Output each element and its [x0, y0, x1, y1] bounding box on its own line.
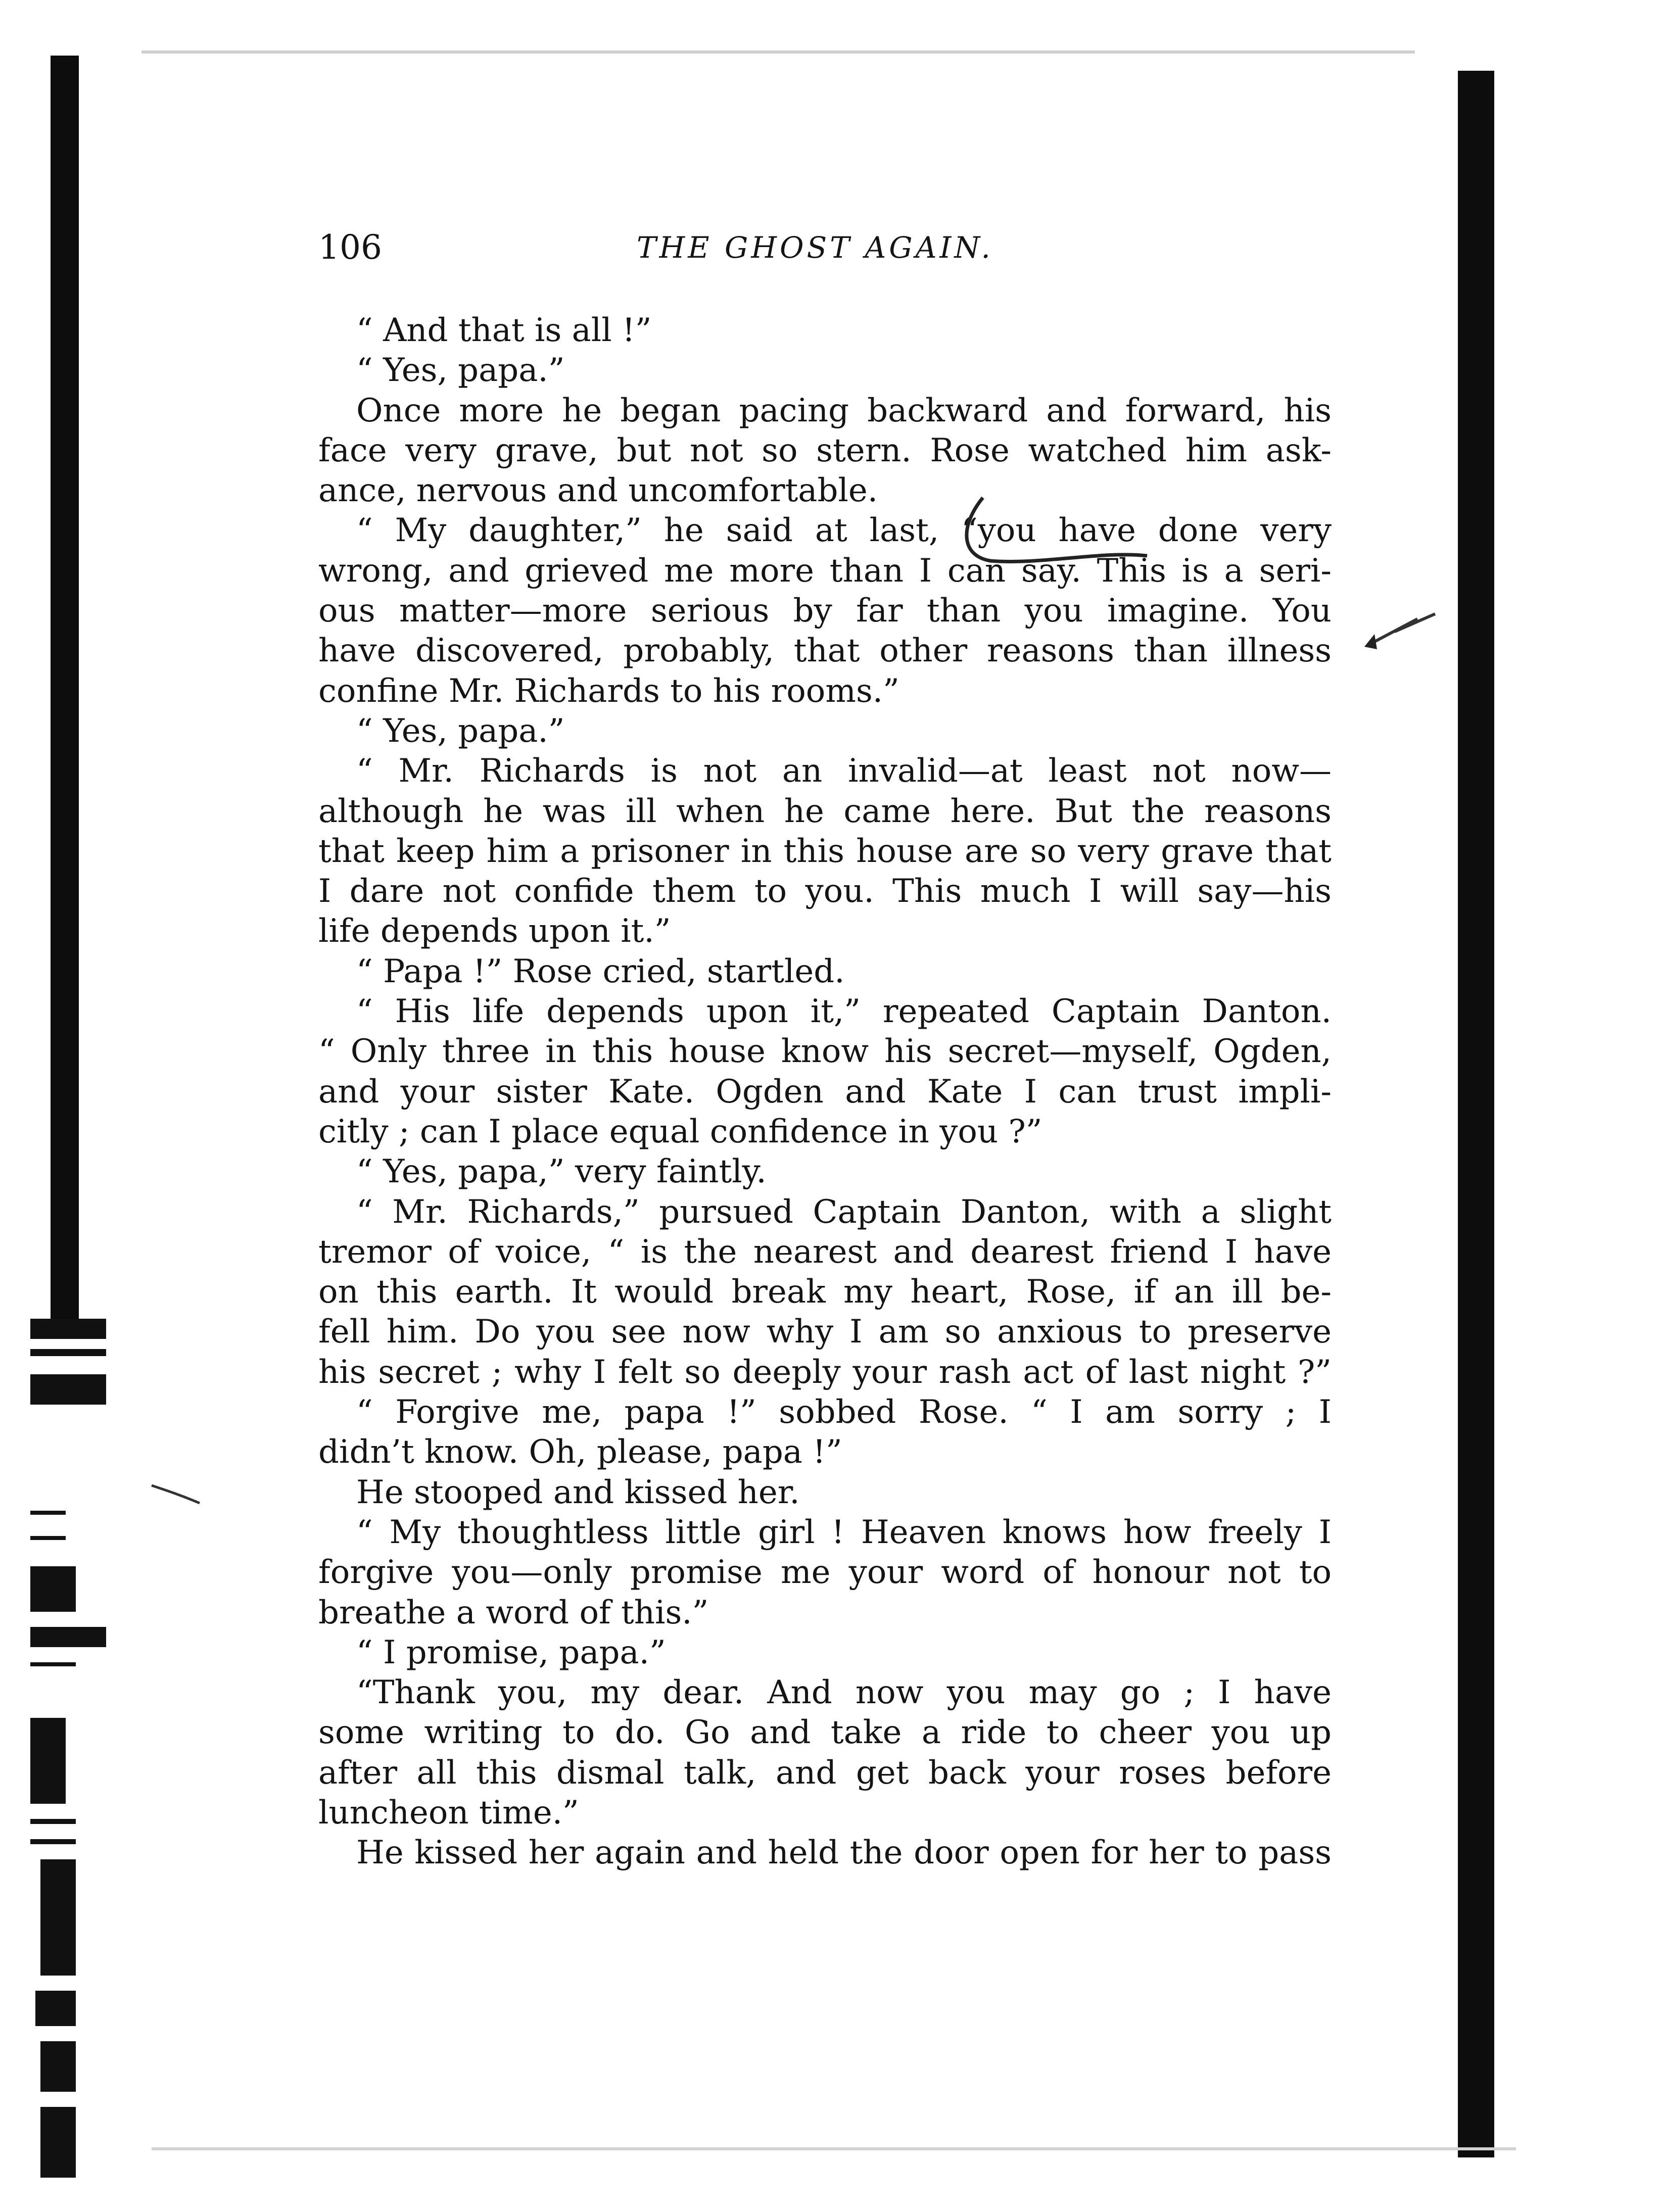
- scan-edge-stripe: [30, 1319, 106, 1339]
- text-line: “ His life depends upon it,” repeated Captain Danton.: [356, 993, 1332, 1031]
- text-line: forgive you—only promise me your word of honour not to: [318, 1554, 1332, 1592]
- text-line: ous matter—more serious by far than you imagine. You: [318, 592, 1332, 630]
- text-line: face very grave, but not so stern. Rose watched him ask-: [318, 431, 1332, 469]
- text-line: He stooped and kissed her.: [356, 1473, 800, 1511]
- text-line: have discovered, probably, that other reasons than illness: [318, 632, 1332, 670]
- text-line: luncheon time.”: [318, 1794, 579, 1832]
- page-header: [318, 222, 1329, 283]
- scan-edge-stripe: [30, 1662, 76, 1666]
- body-text: [318, 311, 1332, 1873]
- text-line: “ Mr. Richards is not an invalid—at least not now—: [356, 752, 1332, 790]
- text-line: some writing to do. Go and take a ride to cheer you up: [318, 1714, 1332, 1752]
- text-line: “ Mr. Richards,” pursued Captain Danton, with a slight: [356, 1193, 1332, 1231]
- text-line: fell him. Do you see now why I am so anxious to preserve: [318, 1313, 1332, 1351]
- scan-top-rule: [141, 51, 1415, 54]
- scan-edge-stripe: [30, 1718, 66, 1804]
- scan-edge-stripe: [30, 1536, 66, 1540]
- scan-edge-stripe: [35, 1991, 76, 2026]
- scan-left-edge: [30, 56, 106, 2178]
- scan-edge-solid: [51, 56, 79, 1329]
- scan-edge-stripe: [40, 2041, 76, 2092]
- text-line: “ Papa !” Rose cried, startled.: [356, 952, 845, 990]
- text-line: didn’t know. Oh, please, papa !”: [318, 1433, 842, 1471]
- scan-edge-stripe: [40, 2107, 76, 2178]
- text-line: on this earth. It would break my heart, Rose, if an ill be-: [318, 1273, 1332, 1311]
- text-line: “ My daughter,” he said at last, “you have done very: [356, 512, 1332, 550]
- scan-edge-stripe: [40, 1859, 76, 1976]
- text-line: “ Forgive me, papa !” sobbed Rose. “ I am sorry ; I: [356, 1393, 1332, 1431]
- text-line: “ Yes, papa.”: [356, 352, 565, 390]
- pencil-stray-mark: [152, 1485, 200, 1503]
- text-line: confine Mr. Richards to his rooms.”: [318, 672, 899, 710]
- scan-edge-stripe: [30, 1839, 76, 1844]
- scan-edge-stripe: [30, 1374, 106, 1405]
- text-line: “ And that is all !”: [356, 312, 652, 349]
- scan-right-edge: [1458, 71, 1494, 2157]
- text-line: ance, nervous and uncomfortable.: [318, 472, 878, 510]
- pencil-margin-mark: [1374, 614, 1435, 642]
- text-line: Once more he began pacing backward and forward, his: [356, 392, 1332, 429]
- text-line: He kissed her again and held the door open for her to pass: [356, 1834, 1332, 1872]
- text-line: wrong, and grieved me more than I can say. This is a seri-: [318, 552, 1332, 590]
- text-line: I dare not confide them to you. This much I will say—his: [318, 873, 1332, 910]
- text-line: “ Only three in this house know his secret—myself, Ogden,: [318, 1033, 1332, 1071]
- text-line: “ I promise, papa.”: [356, 1633, 666, 1671]
- text-line: tremor of voice, “ is the nearest and dearest friend I have: [318, 1233, 1332, 1271]
- text-line: citly ; can I place equal confidence in you ?”: [318, 1113, 1042, 1150]
- text-line: life depends upon it.”: [318, 912, 671, 950]
- page-number: 106: [318, 228, 382, 267]
- scan-edge-stripe: [30, 1349, 106, 1356]
- text-line: that keep him a prisoner in this house are so very grave that: [318, 832, 1332, 870]
- scan-edge-stripe: [30, 1566, 76, 1612]
- text-line: and your sister Kate. Ogden and Kate I can trust impli-: [318, 1073, 1332, 1111]
- text-line: after all this dismal talk, and get back your roses before: [318, 1754, 1332, 1792]
- text-line: “ Yes, papa.”: [356, 712, 565, 750]
- text-line: his secret ; why I felt so deeply your rash act of last night ?”: [318, 1353, 1332, 1391]
- text-line: although he was ill when he came here. But the reasons: [318, 792, 1332, 830]
- scan-edge-stripe: [30, 1627, 106, 1647]
- running-head: THE GHOST AGAIN.: [637, 230, 993, 265]
- pencil-margin-arrow: [1364, 634, 1377, 649]
- scan-edge-stripe: [30, 1819, 76, 1824]
- text-line: “Thank you, my dear. And now you may go ; I have: [356, 1674, 1332, 1712]
- scan-edge-stripe: [30, 1511, 66, 1515]
- text-line: “ Yes, papa,” very faintly.: [356, 1153, 767, 1191]
- text-line: “ My thoughtless little girl ! Heaven knows how freely I: [356, 1513, 1332, 1551]
- text-line: breathe a word of this.”: [318, 1594, 709, 1631]
- scan-bottom-rule: [152, 2147, 1516, 2150]
